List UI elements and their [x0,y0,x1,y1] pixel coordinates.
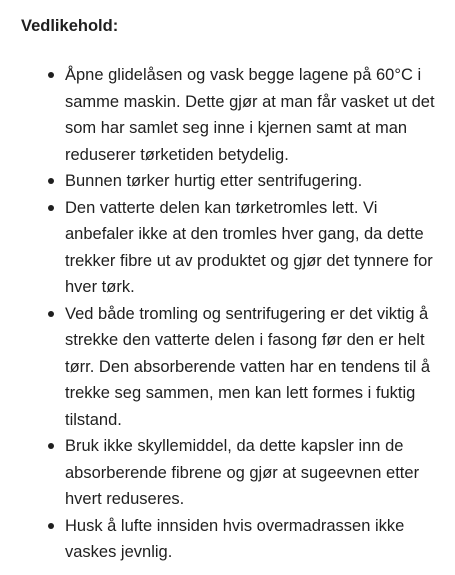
care-instructions-list [21,62,437,566]
list-item-text: Ved både tromling og sentrifugering er det viktig å strekke den vatterte delen i fasong før den er helt tørr. Den absorberende vatten har en tendens til å trekke seg sammen, men kan lett formes i fuktig tilstand. [65,304,431,429]
list-item-text: Bunnen tørker hurtig etter sentrifugering. [65,172,363,190]
bullet-icon [48,443,54,449]
list-item-text: Den vatterte delen kan tørketromles lett. Vi anbefaler ikke at den tromles hver gang, da dette trekker fibre ut av produktet og gjør det tynnere for hver tørk. [65,198,433,296]
list-item [21,433,437,513]
list-item [21,301,437,434]
list-item [21,168,437,195]
list-item [21,195,437,301]
bullet-icon [48,205,54,211]
list-item [21,513,437,566]
section-heading: Vedlikehold: [21,17,119,35]
bullet-icon [48,178,54,184]
bullet-icon [48,311,54,317]
list-item-text: Bruk ikke skyllemiddel, da dette kapsler inn de absorberende fibrene og gjør at sugeevnen etter hvert reduseres. [65,437,420,508]
list-item-text: Åpne glidelåsen og vask begge lagene på 60°C i samme maskin. Dette gjør at man får vasket ut det som har samlet seg inne i kjernen samt at man reduserer tørketiden betydelig. [65,66,435,164]
bullet-icon [48,523,54,529]
bullet-icon [48,72,54,78]
list-item [21,62,437,168]
list-item-text: Husk å lufte innsiden hvis overmadrassen ikke vaskes jevnlig. [65,516,405,561]
